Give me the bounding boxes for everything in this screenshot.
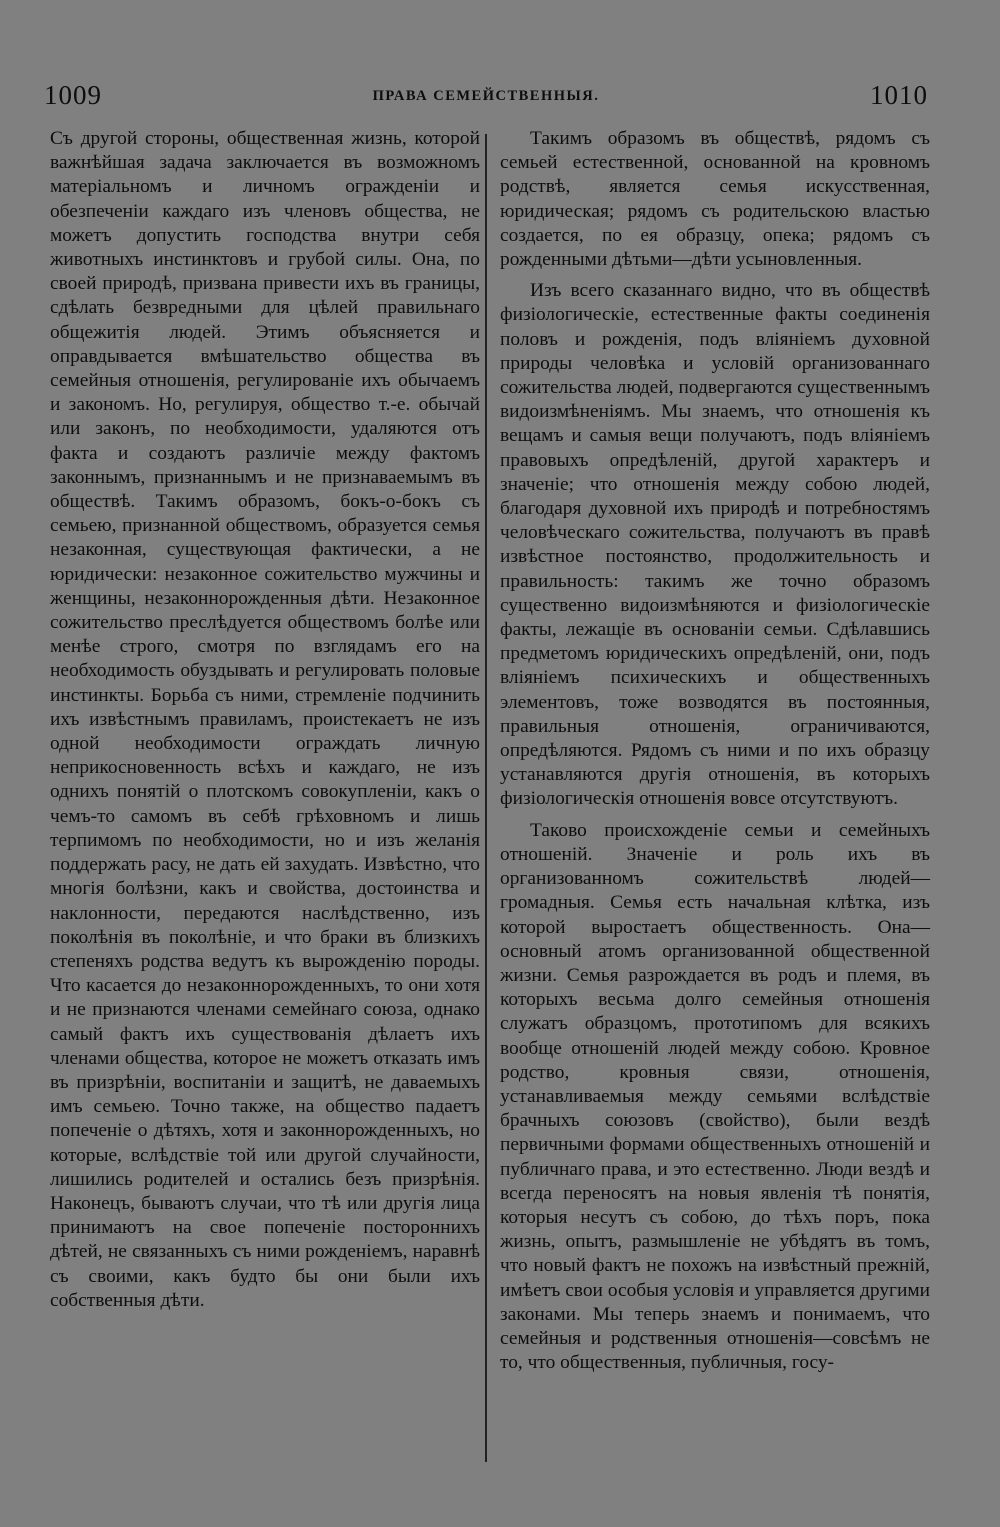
paragraph: Такимъ образомъ въ обществѣ, рядомъ съ семьей естественной, основанной на кровномъ родствѣ, является семья искусственная, юридическая; рядомъ съ родительскою властью создается, по ея образцу, опека; рядомъ съ рожденными дѣтьми—дѣти усыновленныя. — [500, 128, 930, 271]
right-column — [500, 127, 930, 1375]
left-column — [50, 127, 480, 1313]
running-title: ПРАВА СЕМЕЙСТВЕННЫЯ. — [372, 88, 600, 104]
page-number-right: 1010 — [870, 80, 928, 110]
column-divider — [485, 134, 487, 1462]
paragraph: Изъ всего сказаннаго видно, что въ обществѣ физіологическіе, естественные факты соединенія половъ и рожденія, подъ вліяніемъ духовной природы человѣка и условій организованнаго сожительства людей, подвергаются существеннымъ видоизмѣненіямъ. Мы знаемъ, что отношенія къ вещамъ и самыя вещи получаютъ, подъ вліяніемъ правовыхъ опредѣленій, другой характеръ и значеніе; что отношенія между собою людей, благодаря духовной ихъ природѣ и потребностямъ человѣческаго сожительства, получаютъ въ правѣ извѣстное постоянство, продолжительность и правильность: такимъ же точно образомъ существенно видоизмѣняются и физіологическіе факты, лежащіе въ основаніи семьи. Сдѣлавшись предметомъ юридическихъ опредѣленій, они, подъ вліяніемъ психическихъ и общественныхъ элементовъ, тоже возводятся въ постоянныя, правильныя отношенія, ограничиваются, опредѣляются. Рядомъ съ ними и по ихъ образцу устанавляются другія отношенія, въ которыхъ физіологическія отношенія вовсе отсутствуютъ. — [500, 280, 930, 810]
paragraph: Съ другой стороны, общественная жизнь, которой важнѣйшая задача заключается въ возможномъ матеріальномъ и личномъ огражденіи и обезпеченіи каждаго изъ членовъ общества, не можетъ допустить господства внутри себя животныхъ инстинктовъ и грубой силы. Она, по своей природѣ, призвана привести ихъ въ границы, сдѣлать безвредными для цѣлей правильнаго общежитія людей. Этимъ объясняется и оправдывается вмѣшательство общества въ семейныя отношенія, регулированіе ихъ обычаемъ и закономъ. Но, регулируя, общество т.-е. обычай или законъ, по необходимости, удаляются отъ факта и создаютъ различіе между фактомъ законнымъ, признаннымъ и не признаваемымъ въ обществѣ. Такимъ образомъ, бокъ-о-бокъ съ семьею, признанной обществомъ, образуется семья незаконная, существующая фактически, а не юридически: незаконное сожительство мужчины и женщины, незаконнорожденныя дѣти. Незаконное сожительство преслѣдуется обществомъ болѣе или менѣе строго, смотря по взглядамъ его на необходимость обуздывать и регулировать половые инстинкты. Борьба съ ними, стремленіе подчинить ихъ извѣстнымъ правиламъ, проистекаетъ не изъ одной необходимости ограждать личную неприкосновенность всѣхъ и каждаго, не изъ однихъ понятій о плотскомъ совокупленіи, какъ о чемъ-то самомъ въ себѣ грѣховномъ и лишь терпимомъ по необходимости, но и изъ желанія поддержать расу, не дать ей захудать. Извѣстно, что многія болѣзни, какъ и свойства, достоинства и наклонности, передаются наслѣдственно, изъ поколѣнія въ поколѣніе, и что браки въ близкихъ степеняхъ родства ведутъ къ вырожденію породы. Что касается до незаконнорожденныхъ, то они хотя и не признаются членами семейнаго союза, однако самый фактъ ихъ существованія дѣлаетъ ихъ членами общества, которое не можетъ отказать имъ въ призрѣніи, воспитаніи и защитѣ, не даваемыхъ имъ семьею. Точно также, на общество падаетъ попеченіе о дѣтяхъ, хотя и законнорожденныхъ, но которые, вслѣдствіе той или другой случайности, лишились родителей и остались безъ призрѣнія. Наконецъ, бываютъ случаи, что тѣ или другія лица принимаютъ на свое попеченіе постороннихъ дѣтей, не связанныхъ съ ними рожденіемъ, наравнѣ съ своими, какъ будто бы они были ихъ собственныя дѣти. — [50, 128, 480, 1311]
page-header — [44, 80, 928, 110]
paragraph: Таково происхожденіе семьи и семейныхъ отношеній. Значеніе и роль ихъ въ организованномъ сожительствѣ людей—громадныя. Семья есть начальная клѣтка, изъ которой выростаетъ общественность. Она—основный атомъ организованной общественной жизни. Семья разрождается въ родъ и племя, въ которыхъ весьма долго семейныя отношенія служатъ образцомъ, прототипомъ для всякихъ вообще отношеній людей между собою. Кровное родство, кровныя связи, отношенія, устанавливаемыя между семьями вслѣдствіе брачныхъ союзовъ (свойство), были вездѣ первичными формами общественныхъ отношеній и публичнаго права, и это естественно. Люди вездѣ и всегда переносятъ на новыя явленія тѣ понятія, которыя несутъ съ собою, до тѣхъ поръ, пока жизнь, опытъ, размышленіе не убѣдятъ въ томъ, что новый фактъ не похожъ на извѣстный прежній, имѣетъ свои особыя условія и управляется другими законами. Мы теперь знаемъ и понимаемъ, что семейныя и родственныя отношенія—совсѣмъ не то, что общественныя, публичныя, госу- — [500, 819, 930, 1374]
page-number-left: 1009 — [44, 80, 102, 110]
